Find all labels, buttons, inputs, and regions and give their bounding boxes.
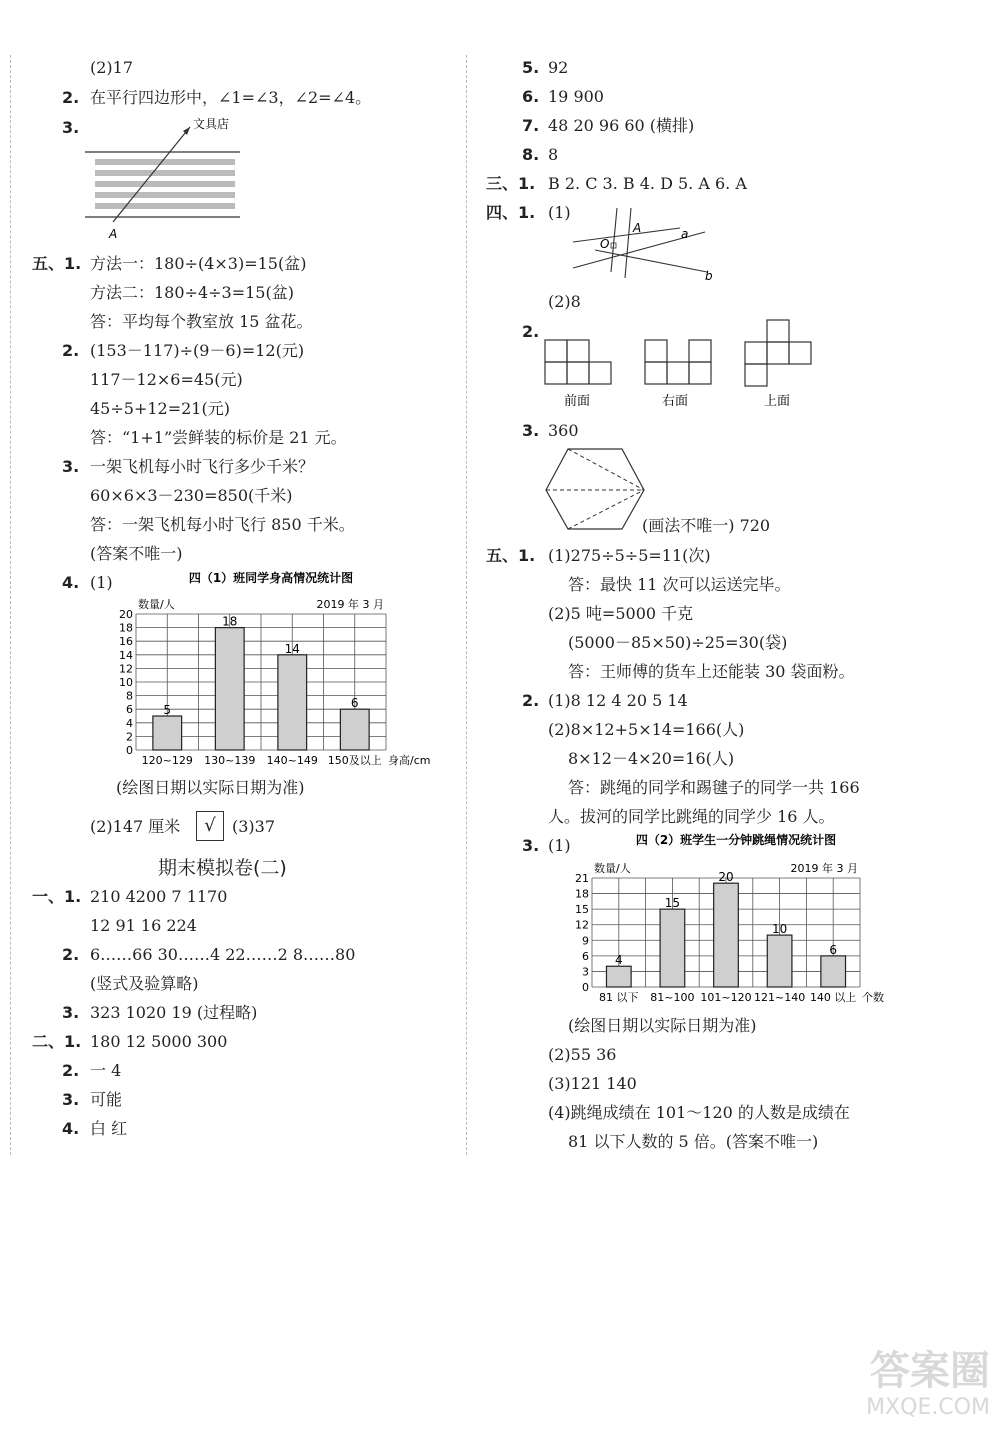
y-tick-label: 18 — [119, 621, 133, 635]
answer-line: 答：跳绳的同学和踢毽子的同学一共 166 — [568, 778, 860, 797]
store-label: 文具店 — [193, 117, 230, 131]
question-number: 3. — [62, 457, 80, 476]
bar-data-label: 18 — [222, 614, 238, 629]
answer-line: 92 — [548, 58, 569, 77]
answer-line: (5000－85×50)÷25=30(袋) — [568, 633, 788, 652]
y-tick-label: 20 — [119, 608, 133, 621]
left-margin-line — [10, 55, 11, 1155]
answer-line: (153－117)÷(9－6)=12(元) — [90, 341, 305, 360]
answer-line: 人。拔河的同学比跳绳的同学少 16 人。 — [548, 807, 835, 826]
answer-line: (2)147 厘米 — [90, 817, 181, 836]
height-bar-chart — [110, 570, 440, 770]
answer-line: 答：王师傅的货车上还能装 30 袋面粉。 — [568, 662, 855, 681]
y-tick-label: 4 — [126, 716, 133, 730]
bar — [767, 935, 792, 987]
section-number: 三、1. — [486, 174, 536, 193]
question-number: 6. — [522, 87, 540, 106]
answer-line: (2)55 36 — [548, 1045, 617, 1064]
answer-line: 答：一架飞机每小时飞行 850 千米。 — [90, 515, 355, 534]
bar-data-label: 4 — [614, 953, 623, 968]
y-tick-label: 10 — [119, 676, 133, 689]
watermark-logo — [805, 1347, 990, 1432]
three-views-diagram — [540, 318, 830, 413]
answer-line: 可能 — [90, 1090, 123, 1109]
y-tick-label: 21 — [575, 872, 589, 885]
x-axis-label: 个数 — [862, 991, 884, 1004]
bar-data-label: 6 — [350, 696, 359, 711]
bar — [606, 966, 631, 987]
line-a-label: a — [681, 227, 689, 241]
view-label-front: 前面 — [564, 394, 591, 409]
answer-line: 6……66 30……4 22……2 8……80 — [90, 945, 356, 964]
bar-data-label: 10 — [771, 922, 788, 937]
point-a-label: A — [633, 221, 642, 235]
line-b-label: b — [705, 269, 713, 283]
x-axis-label: 身高/cm — [388, 754, 431, 767]
bar-data-label: 6 — [829, 942, 838, 957]
answer-line: 答：平均每个教室放 15 盆花。 — [90, 312, 313, 331]
question-number: 2. — [522, 322, 540, 341]
answer-line: 一架飞机每小时飞行多少千米？ — [90, 457, 315, 476]
answer-line: 210 4200 7 1170 — [90, 887, 228, 906]
bar-data-label: 5 — [163, 703, 172, 717]
chart-title: 四（2）班学生一分钟跳绳情况统计图 — [635, 833, 837, 847]
answer-line: 323 1020 19 (过程略) — [90, 1003, 258, 1022]
answer-line: 117－12×6=45(元) — [90, 370, 243, 389]
x-tick-label: 130~139 — [204, 754, 256, 767]
answer-line: 在平行四边形中，∠1=∠3，∠2=∠4。 — [90, 88, 372, 107]
answer-line: 45÷5+12=21(元) — [90, 399, 230, 418]
bar — [153, 716, 182, 750]
section-number: 二、1. — [32, 1032, 82, 1051]
bar — [215, 628, 244, 750]
answer-line: 360 — [548, 421, 579, 440]
answer-line: (画法不唯一) 720 — [642, 516, 771, 535]
x-tick-label: 81 以下 — [599, 991, 639, 1004]
question-number: 4. — [62, 1119, 80, 1138]
bar — [660, 909, 685, 987]
bar-data-label: 14 — [284, 641, 300, 656]
answer-line: 答：“1+1”尝鲜装的标价是 21 元。 — [90, 428, 347, 447]
answer-line: (1)275÷5÷5=11(次) — [548, 546, 711, 565]
y-tick-label: 3 — [582, 965, 589, 979]
answer-line: 60×6×3－230=850(千米) — [90, 486, 293, 505]
answer-line: (1) — [548, 836, 571, 855]
answer-line: 81 以下人数的 5 倍。(答案不唯一) — [568, 1132, 819, 1151]
section-number: 五、1. — [486, 546, 536, 565]
watermark-text: 答案圈 — [870, 1348, 990, 1394]
y-tick-label: 6 — [126, 703, 133, 717]
answer-line: (3)121 140 — [548, 1074, 637, 1093]
parallel-lines-diagram — [565, 200, 725, 285]
road-diagram — [85, 112, 255, 242]
view-label-right: 右面 — [662, 394, 689, 409]
y-tick-label: 9 — [582, 934, 589, 948]
y-tick-label: 0 — [126, 744, 133, 757]
answer-line: B 2. C 3. B 4. D 5. A 6. A — [548, 174, 747, 193]
y-tick-label: 12 — [575, 918, 589, 932]
question-number: 3. — [62, 118, 80, 137]
x-tick-label: 81~100 — [650, 991, 695, 1004]
y-tick-label: 0 — [582, 981, 589, 994]
y-tick-label: 6 — [582, 949, 589, 963]
x-tick-label: 101~120 — [700, 991, 752, 1004]
answer-line: 一 4 — [90, 1061, 122, 1080]
question-number: 2. — [62, 341, 80, 360]
answer-line: (1)8 12 4 20 5 14 — [548, 691, 688, 710]
answer-line: (2)8×12+5×14=166(人) — [548, 720, 745, 739]
answer-line: (2)17 — [90, 58, 134, 77]
y-tick-label: 2 — [126, 730, 133, 744]
answer-line: 19 900 — [548, 87, 604, 106]
question-number: 2. — [62, 88, 80, 107]
note: (绘图日期以实际日期为准) — [116, 778, 305, 797]
y-tick-label: 12 — [119, 662, 133, 676]
question-number: 3. — [522, 836, 540, 855]
question-number: 3. — [62, 1003, 80, 1022]
hexagon-diagram — [540, 445, 650, 535]
answer-line: (1) — [90, 573, 113, 592]
x-tick-label: 140 以上 — [809, 991, 857, 1004]
question-number: 3. — [522, 421, 540, 440]
column-divider — [466, 55, 467, 1155]
question-number: 3. — [62, 1090, 80, 1109]
answer-line: (4)跳绳成绩在 101～120 的人数是成绩在 — [548, 1103, 850, 1122]
question-number: 5. — [522, 58, 540, 77]
answer-line: (答案不唯一) — [90, 544, 183, 563]
bar-data-label: 20 — [718, 870, 734, 885]
answer-line: (2)8 — [548, 292, 581, 311]
chart-subtitle: 2019 年 3 月 — [790, 862, 858, 875]
question-number: 4. — [62, 573, 80, 592]
x-tick-label: 150及以上 — [327, 754, 382, 767]
section-number: 四、1. — [486, 203, 536, 222]
bar — [278, 655, 307, 750]
answer-line: (1) — [548, 203, 571, 222]
section-number: 五、1. — [32, 254, 82, 273]
answer-line: 方法一：180÷(4×3)=15(盆) — [90, 254, 307, 273]
y-axis-label: 数量/人 — [138, 598, 175, 611]
watermark-url: MXQE.COM — [866, 1395, 990, 1420]
x-tick-label: 120~129 — [141, 754, 193, 767]
question-number: 7. — [522, 116, 540, 135]
y-tick-label: 18 — [575, 887, 589, 901]
y-tick-label: 16 — [119, 635, 133, 649]
x-tick-label: 121~140 — [753, 991, 806, 1004]
bar — [714, 883, 739, 987]
chart-title: 四（1）班同学身高情况统计图 — [188, 571, 354, 585]
check-box: √ — [196, 811, 224, 841]
exam-title: 期末模拟卷(二) — [158, 857, 287, 879]
answer-line: 48 20 96 60 (横排) — [548, 116, 695, 135]
section-number: 一、1. — [32, 887, 82, 906]
answer-line: 白 红 — [90, 1119, 128, 1138]
y-tick-label: 15 — [575, 903, 589, 917]
question-number: 2. — [62, 1061, 80, 1080]
answer-line: 答：最快 11 次可以运送完毕。 — [568, 575, 791, 594]
y-tick-label: 14 — [119, 648, 133, 662]
chart-subtitle: 2019 年 3 月 — [316, 598, 384, 611]
question-number: 2. — [522, 691, 540, 710]
view-label-top: 上面 — [764, 394, 791, 409]
y-tick-label: 8 — [126, 689, 133, 703]
answer-line: 180 12 5000 300 — [90, 1032, 228, 1051]
point-o-label: O — [600, 237, 610, 251]
y-axis-label: 数量/人 — [594, 862, 631, 875]
answer-line: 方法二：180÷4÷3=15(盆) — [90, 283, 294, 302]
answer-line: (3)37 — [232, 817, 276, 836]
bar — [340, 709, 369, 750]
answer-line: (2)5 吨=5000 千克 — [548, 604, 694, 623]
answer-line: (竖式及验算略) — [90, 974, 199, 993]
answer-line: 8 — [548, 145, 559, 164]
question-number: 8. — [522, 145, 540, 164]
note: (绘图日期以实际日期为准) — [568, 1016, 757, 1035]
question-number: 2. — [62, 945, 80, 964]
answer-line: 12 91 16 224 — [90, 916, 197, 935]
rope-skipping-bar-chart — [568, 832, 898, 1010]
x-tick-label: 140~149 — [266, 754, 318, 767]
point-a-label: A — [109, 227, 118, 241]
bar — [821, 956, 846, 987]
bar-data-label: 15 — [664, 896, 681, 911]
answer-line: 8×12－4×20=16(人) — [568, 749, 735, 768]
